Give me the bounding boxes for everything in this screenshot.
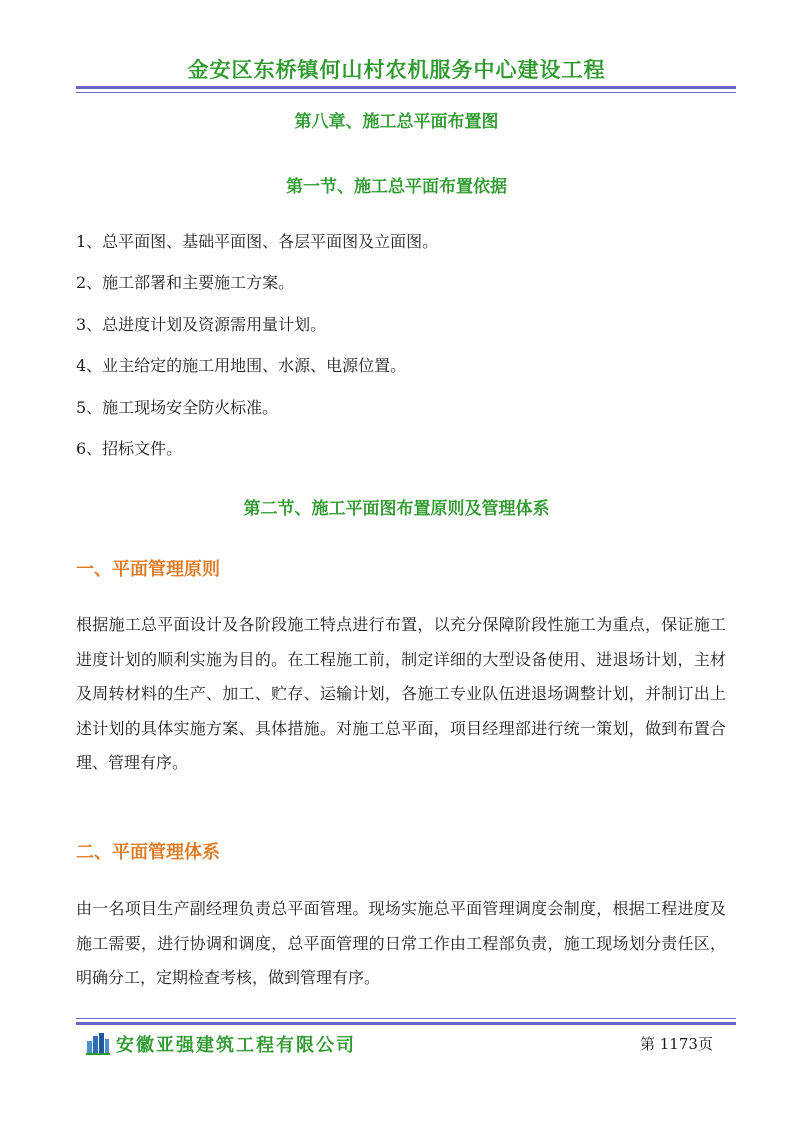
header-divider: [76, 86, 736, 93]
section-1-title: 第一节、施工总平面布置依据: [286, 177, 507, 197]
list-item: 2、施工部署和主要施工方案。: [76, 273, 295, 293]
subheading-system: 二、平面管理体系: [76, 842, 220, 863]
company-name: 安徽亚强建筑工程有限公司: [116, 1035, 356, 1056]
page-number: 第 1173页: [640, 1035, 713, 1053]
building-logo-icon: [86, 1033, 110, 1055]
chapter-title: 第八章、施工总平面布置图: [294, 112, 499, 132]
list-item: 6、招标文件。: [76, 438, 183, 458]
footer-divider: [76, 1018, 736, 1025]
list-item: 1、总平面图、基础平面图、各层平面图及立面图。: [76, 232, 439, 251]
list-item: 5、施工现场安全防火标准。: [76, 397, 279, 417]
list-item: 3、总进度计划及资源需用量计划。: [76, 314, 327, 334]
header-title: 金安区东桥镇何山村农机服务中心建设工程: [187, 58, 606, 82]
section-2-title: 第二节、施工平面图布置原则及管理体系: [243, 499, 550, 519]
paragraph-system: 由一名项目生产副经理负责总平面管理。现场实施总平面管理调度会制度，根据工程进度及施工需要，进行协调和调度，总平面管理的日常工作由工程部负责，施工现场划分责任区，明确分工，定期检查考核，做到管理有序。: [76, 899, 726, 988]
subheading-principles: 一、平面管理原则: [76, 559, 220, 580]
footer-company: [86, 1031, 356, 1057]
paragraph-principles: 根据施工总平面设计及各阶段施工特点进行布置，以充分保障阶段性施工为重点，保证施工进度计划的顺利实施为目的。在工程施工前，制定详细的大型设备使用、进退场计划，主材及周转材料的生产、加工、贮存、运输计划，各施工专业队伍进退场调整计划，并制订出上述计划的具体实施方案、具体措施。对施工总平面，项目经理部进行统一策划，做到布置合理、管理有序。: [76, 615, 726, 773]
list-item: 4、业主给定的施工用地围、水源、电源位置。: [76, 356, 407, 376]
basis-list: [76, 228, 726, 476]
